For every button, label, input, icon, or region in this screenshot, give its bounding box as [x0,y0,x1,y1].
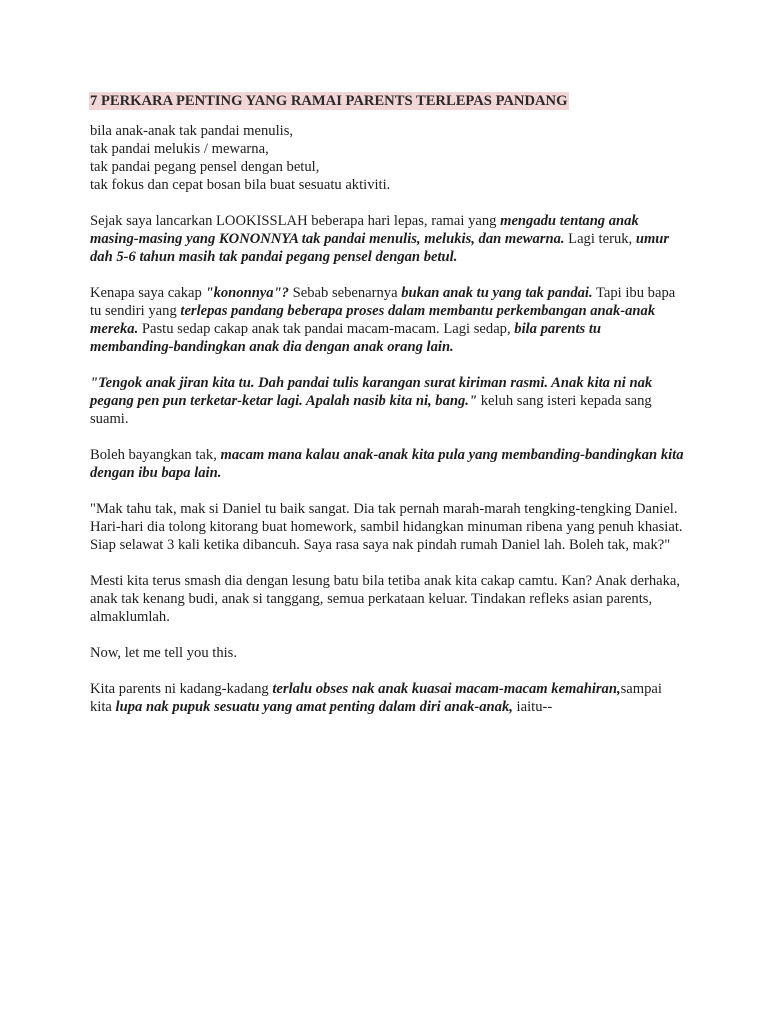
paragraph [90,446,690,482]
body-text: Tapi ibu bapa [592,285,676,301]
body-text: Hari-hari dia tolong kitorang buat homework, sambil hidangkan minuman ribena yang penuh khasiat. [90,519,683,535]
emphasis-text: dengan ibu bapa lain. [90,465,222,481]
paragraph [90,500,690,554]
text-line [90,158,690,176]
body-text: tak fokus dan cepat bosan bila buat sesuatu aktiviti. [90,177,391,193]
text-line [90,320,690,338]
emphasis-text: pegang pen pun terketar-ketar lagi. Apalah nasib kita ni, bang." [90,393,478,409]
text-line [90,608,690,626]
body-text: Boleh bayangkan tak, [90,447,221,463]
paragraph [90,284,690,356]
text-line [90,338,690,356]
text-line [90,212,690,230]
emphasis-text: lupa nak pupuk sesuatu yang amat penting dalam diri anak-anak, [115,699,513,715]
text-line [90,374,690,392]
body-text: Now, let me tell you this. [90,645,237,661]
body-text: iaitu-- [512,699,553,715]
text-line [90,176,690,194]
text-line [90,410,690,428]
text-line [90,572,690,590]
paragraph [90,374,690,428]
emphasis-text: "kononnya"? [205,285,289,301]
body-text: suami. [90,411,129,427]
paragraph [90,680,690,716]
text-line [90,284,690,302]
body-text: sampai [620,681,662,697]
paragraph [90,122,690,194]
emphasis-text: masing-masing yang KONONNYA tak pandai menulis, melukis, dan mewarna. [90,231,565,247]
body-text: bila anak-anak tak pandai menulis, [90,123,294,139]
emphasis-text: dah 5-6 tahun masih tak pandai pegang pensel dengan betul. [90,249,458,265]
body-text: tu sendiri yang [90,303,181,319]
emphasis-text: mengadu tentang anak [500,213,639,229]
document-title: 7 PERKARA PENTING YANG RAMAI PARENTS TERLEPAS PANDANG [90,93,568,109]
text-line [90,500,690,518]
body-text: "Mak tahu tak, mak si Daniel tu baik sangat. Dia tak pernah marah-marah tengking-tengking Daniel. [90,501,678,517]
paragraph [90,212,690,266]
body-text: Siap selawat 3 kali ketika dibancuh. Saya rasa saya nak pindah rumah Daniel lah. Boleh tak, mak?" [90,537,671,553]
body-text: Kita parents ni kadang-kadang [90,681,273,697]
text-line [90,392,690,410]
emphasis-text: mereka. [90,321,139,337]
emphasis-text: membanding-bandingkan anak dia dengan anak orang lain. [90,339,454,355]
emphasis-text: bila parents tu [514,321,602,337]
text-line [90,446,690,464]
text-line [90,464,690,482]
emphasis-text: "Tengok anak jiran kita tu. Dah pandai tulis karangan surat kiriman rasmi. Anak kita ni nak [90,375,653,391]
text-line [90,680,690,698]
emphasis-text: macam mana kalau anak-anak kita pula yang membanding-bandingkan kita [220,447,684,463]
document-page [90,92,690,734]
body-text: Mesti kita terus smash dia dengan lesung batu bila tetiba anak kita cakap camtu. Kan? Anak derhaka, [90,573,681,589]
paragraph [90,644,690,662]
text-line [90,590,690,608]
text-line [90,698,690,716]
emphasis-text: bukan anak tu yang tak pandai. [401,285,593,301]
emphasis-text: terlalu obses nak anak kuasai macam-macam kemahiran, [272,681,621,697]
text-line [90,140,690,158]
emphasis-text: terlepas pandang beberapa proses dalam membantu perkembangan anak-anak [180,303,656,319]
text-line [90,302,690,320]
body-text: Sejak saya lancarkan LOOKISSLAH beberapa hari lepas, ramai yang [90,213,501,229]
text-line [90,644,690,662]
body-text: tak pandai pegang pensel dengan betul, [90,159,320,175]
body-text: Lagi teruk, [564,231,636,247]
body-text: keluh sang isteri kepada sang [477,393,652,409]
text-line [90,536,690,554]
emphasis-text: umur [635,231,670,247]
text-line [90,230,690,248]
body-text: Kenapa saya cakap [90,285,206,301]
body-text: tak pandai melukis / mewarna, [90,141,269,157]
text-line [90,122,690,140]
text-line [90,518,690,536]
body-text: kita [90,699,116,715]
paragraph [90,572,690,626]
body-text: Sebab sebenarnya [288,285,402,301]
body-text: Pastu sedap cakap anak tak pandai macam-macam. Lagi sedap, [138,321,515,337]
body-text: anak tak kenang budi, anak si tanggang, semua perkataan keluar. Tindakan refleks asian parents, [90,591,653,607]
document-body [90,122,690,716]
body-text: almaklumlah. [90,609,170,625]
text-line [90,248,690,266]
